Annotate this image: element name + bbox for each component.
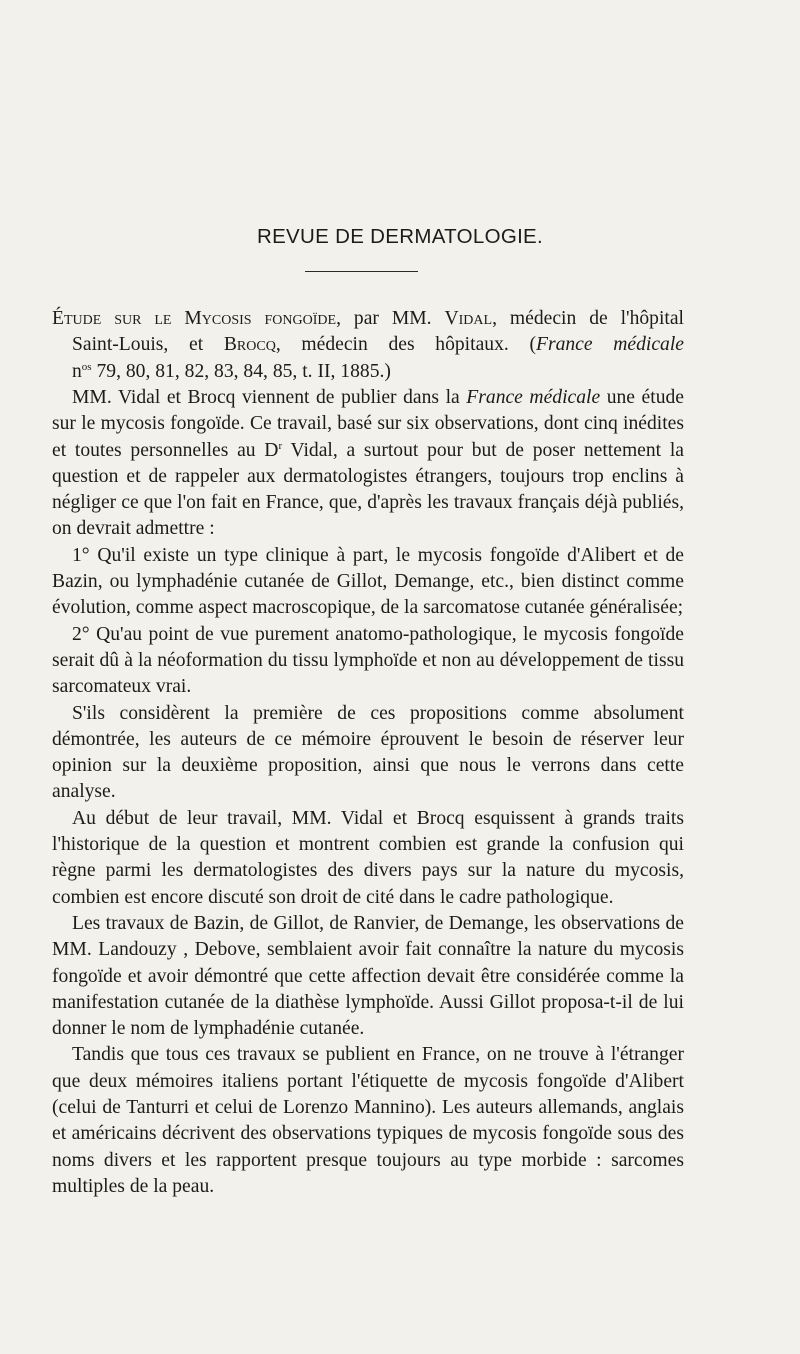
heading-line-3 — [52, 359, 684, 385]
article-body — [52, 385, 684, 1200]
author-1: Vidal — [444, 308, 493, 329]
paragraph-7: Tandis que tous ces travaux se publient en France, on ne trouve à l'étranger que deux mémoires italiens portant l'étiquette de mycosis fongoïde d'Alibert (celui de Tanturri et celui de Lorenzo Mannino). Les auteurs allemands, anglais et américains décrivent des observations typiques de mycosis fongoïde sous des noms divers et les rapportent presque toujours au type morbide : sarcomes multiples de la peau. — [52, 1044, 684, 1197]
article-heading — [52, 306, 684, 385]
paragraph-2: 1° Qu'il existe un type clinique à part, le mycosis fongoïde d'Alibert et de Bazin, ou lymphadénie cutanée de Gillot, Demange, etc., bien distinct comme évolution, comme aspect macroscopique, de la sarcomatose cutanée généralisée; — [52, 544, 684, 619]
paragraph-5: Au début de leur travail, MM. Vidal et Brocq esquissent à grands traits l'historique de la question et montrent combien est grande la confusion qui règne parmi les dermatologistes des divers pays sur la nature du mycosis, combien est encore discuté son droit de cité dans le cadre pathologique. — [52, 807, 684, 908]
paragraph-1 — [52, 385, 684, 543]
numbers-sup: os — [81, 360, 92, 373]
paragraph-1-journal: France médicale — [466, 387, 601, 408]
page-title: REVUE DE DERMATOLOGIE. — [256, 225, 544, 248]
paragraph-1-c: Vidal, a surtout pour but de poser nettement la question et de rappeler aux dermatologistes étrangers, toujours trop enclins à négliger ce que l'on fait en France, que, d'après les travaux français déjà publiés, on devrait admettre : — [52, 439, 684, 540]
author-1-role: , médecin de l'hôpital — [492, 308, 684, 329]
issue-numbers: 79, 80, 81, 82, 83, 84, 85, t. II, 1885.) — [91, 360, 391, 382]
article-title: Étude sur le Mycosis fongoïde — [52, 308, 337, 329]
author-1-role-2: Saint-Louis, et — [72, 334, 224, 356]
journal-name: France médicale — [535, 334, 684, 356]
heading-line-2 — [52, 332, 684, 358]
paragraph-1-sup: r — [278, 439, 283, 452]
title-rule — [305, 271, 418, 272]
numbers-prefix: n — [72, 360, 82, 382]
heading-by: , par MM. — [336, 308, 445, 329]
paragraph-1-b: une étude sur le mycosis fongoïde. Ce travail, basé sur six observations, dont cinq inédites et toutes personnelles au D — [52, 387, 684, 461]
author-2: Brocq — [223, 334, 276, 356]
paragraph-4: S'ils considèrent la première de ces propositions comme absolument démontrée, les auteurs de ce mémoire éprouvent le besoin de réserver leur opinion sur la deuxième proposition, ainsi que nous le verrons dans cette analyse. — [52, 702, 684, 803]
paragraph-6: Les travaux de Bazin, de Gillot, de Ranvier, de Demange, les observations de MM. Landouzy , Debove, semblaient avoir fait connaître la nature du mycosis fongoïde et avoir démontré que cette affection devait être considérée comme la manifestation cutanée de la diathèse lymphoïde. Aussi Gillot proposa-t-il de lui donner le nom de lymphadénie cutanée. — [52, 912, 684, 1040]
paragraph-1-a: MM. Vidal et Brocq viennent de publier dans la — [72, 387, 467, 408]
heading-line-1 — [52, 306, 684, 332]
author-2-role: , médecin des hôpitaux. ( — [275, 334, 536, 356]
paragraph-3: 2° Qu'au point de vue purement anatomo-pathologique, le mycosis fongoïde serait dû à la néoformation du tissu lymphoïde et non au développement de tissu sarcomateux vrai. — [52, 623, 684, 698]
